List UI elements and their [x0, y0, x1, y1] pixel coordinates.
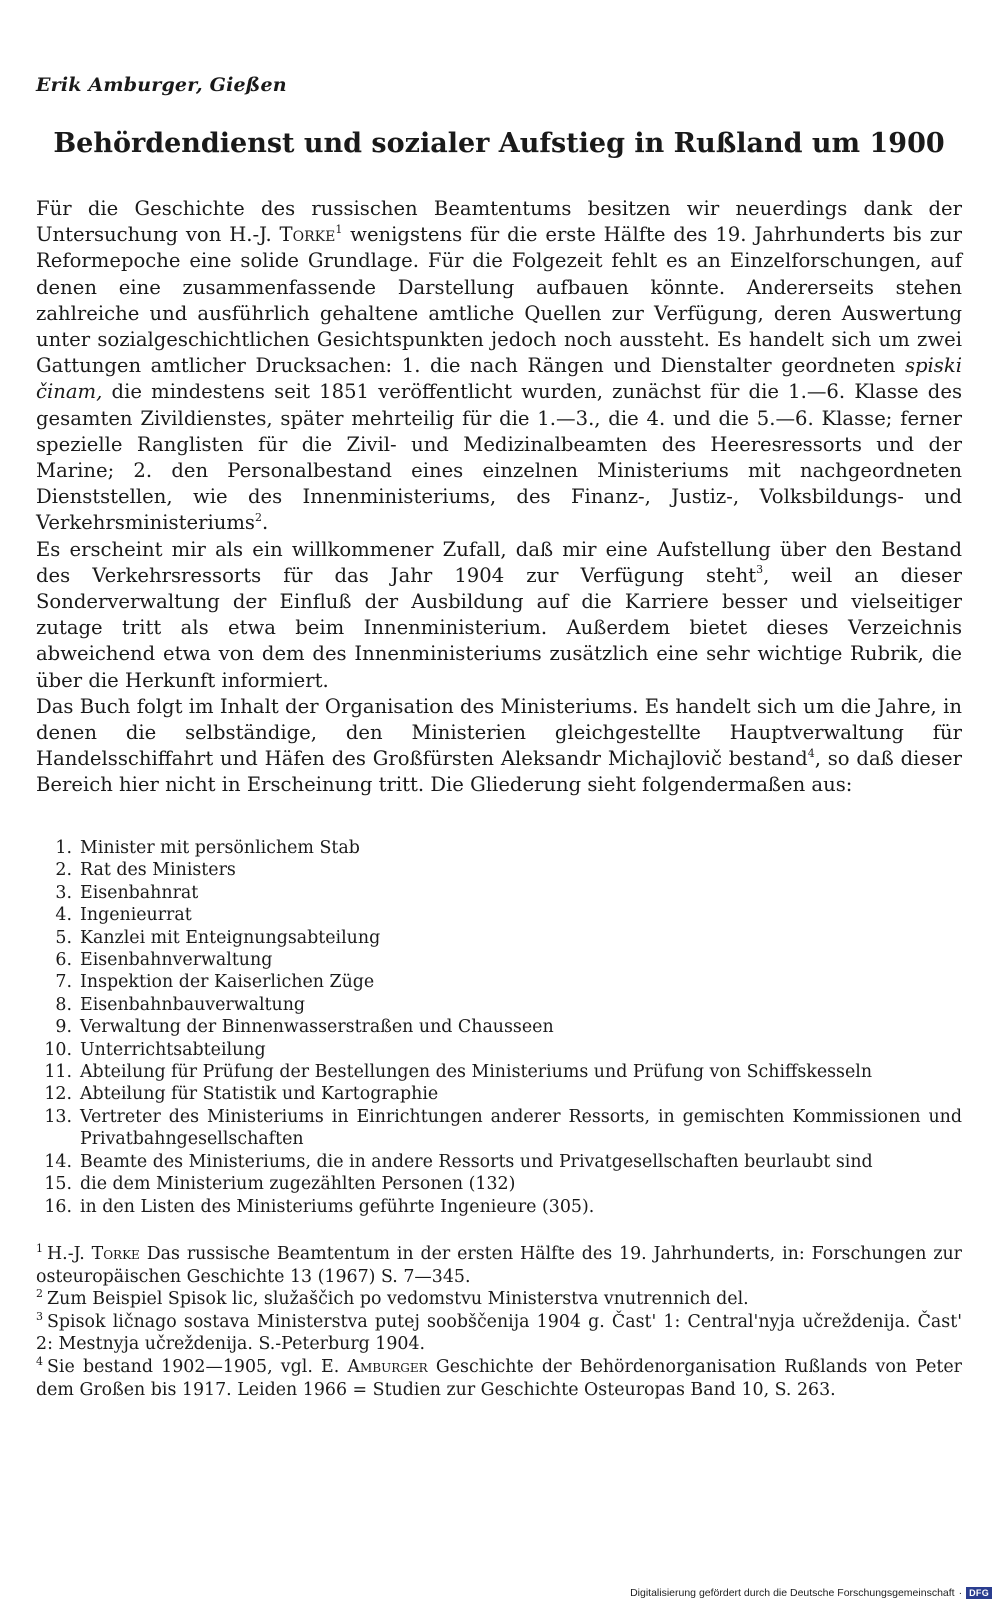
list-item: 10. Unterrichtsabteilung: [44, 1039, 266, 1060]
footnotes: [36, 1243, 962, 1401]
list-item: 12. Abteilung für Statistik und Kartographie: [44, 1084, 439, 1105]
list-item: 1. Minister mit persönlichem Stab: [55, 838, 360, 858]
footer-text: Digitalisierung gefördert durch die Deutsche Forschungsgemeinschaft: [630, 1587, 955, 1599]
article-title: Behördendienst und sozialer Aufstieg in Rußland um 1900: [53, 128, 945, 159]
list-item: 2. Rat des Ministers: [55, 860, 236, 881]
article-body: [36, 196, 962, 799]
paragraph-1: Für die Geschichte des russischen Beamtentums besitzen wir neuerdings dank der Untersuchung von H.-J. Torke$^1$ wenigstens für die erste Hälfte des 19. Jahrhunderts bis zur Reformepoche eine solide Grundlage. Für die Folgezeit fehlt es an Einzelforschungen, auf denen eine zusammenfassende Darstellung aufbauen könnte. Andererseits stehen zahlreiche und ausführlich gehaltene amtliche Quellen zur Verfügung, deren Auswertung unter sozialgeschichtlichen Gesichtspunkten jedoch noch aussteht. Es handelt sich um zwei Gattungen amtlicher Drucksachen: 1. die nach Rängen und Dienstalter geordneten spiski činam, die mindestens seit 1851 veröffentlicht wurden, zunächst für die 1.—6. Klasse des gesamten Zivildienstes, später mehrteilig für die 1.—3., die 4. und die 5.—6. Klasse; ferner spezielle Ranglisten für die Zivil- und Medizinalbeamten des Heeresressorts und der Marine; 2. den Personalbestand eines einzelnen Ministeriums mit nachgeordneten Dienststellen, wie des Innenministeriums, des Finanz-, Justiz-, Volksbildungs- und Verkehrsministeriums$^2$.: [36, 197, 962, 535]
digitization-footer: [606, 1585, 992, 1601]
footnote-ref-1[interactable]: 1: [335, 222, 343, 236]
list-item: 14. Beamte des Ministeriums, die in andere Ressorts und Privatgesellschaften beurlaubt sind: [44, 1151, 873, 1172]
footnote-ref-2[interactable]: 2: [254, 510, 262, 524]
paragraph-2: Es erscheint mir als ein willkommener Zufall, daß mir eine Aufstellung über den Bestand des Verkehrsressorts für das Jahr 1904 zur Verfügung steht$^3$, weil an dieser Sonderverwaltung der Einfluß der Ausbildung auf die Karriere besser und vielseitiger zutage tritt als etwa beim Innenministerium. Außerdem bietet dieses Verzeichnis abweichend etwa von dem des Innenministeriums zusätzlich eine sehr wichtige Rubrik, die über die Herkunft informiert.: [36, 537, 962, 692]
list-item: 9. Verwaltung der Binnenwasserstraßen und Chausseen: [55, 1017, 554, 1038]
list-item: 8. Eisenbahnbauverwaltung: [55, 994, 306, 1015]
footnote-3: $^3$ Spisok ličnago sostava Ministerstva putej soobščenija 1904 g. Čast' 1: Central'nyja učreždenija. Čast' 2: Mestnyja učreždenija. S.-Peterburg 1904.: [36, 1309, 962, 1355]
author-name-torke: Torke: [279, 223, 336, 247]
list-item: 11. Abteilung für Prüfung der Bestellungen des Ministeriums und Prüfung von Schiffskesseln: [44, 1062, 873, 1083]
ministry-structure-list: [36, 837, 962, 1218]
footnote-2: $^2$ Zum Beispiel Spisok lic, služaščich po vedomstvu Ministerstva vnutrennich del.: [36, 1287, 749, 1310]
list-item: 15. die dem Ministerium zugezählten Personen (132): [44, 1174, 516, 1195]
footnote-ref-3[interactable]: 3: [756, 563, 764, 577]
dfg-logo: DFG: [966, 1587, 992, 1599]
list-item: 3. Eisenbahnrat: [55, 882, 199, 903]
list-item: 16. in den Listen des Ministeriums geführte Ingenieure (305).: [44, 1196, 595, 1217]
list-item: 13. Vertreter des Ministeriums in Einrichtungen anderer Ressorts, in gemischten Kommissionen und Privatbahngesellschaften: [44, 1106, 962, 1150]
footnote-1: $^1$ H.-J. Torke Das russische Beamtentum in der ersten Hälfte des 19. Jahrhunderts, in: Forschungen zur osteuropäischen Geschichte 13 (1967) S. 7—345.: [36, 1242, 962, 1287]
italic-term: spiski činam,: [36, 354, 962, 404]
paragraph-3: Das Buch folgt im Inhalt der Organisation des Ministeriums. Es handelt sich um die Jahre, in denen die selbständige, den Ministerien gleichgestellte Hauptverwaltung für Handelsschiffahrt und Häfen des Großfürsten Aleksandr Michajlovič bestand$^4$, so daß dieser Bereich hier nicht in Erscheinung tritt. Die Gliederung sieht folgendermaßen aus:: [36, 694, 963, 797]
footer-separator: ·: [958, 1587, 963, 1599]
list-item: 6. Eisenbahnverwaltung: [55, 950, 273, 971]
footnote-ref-4[interactable]: 4: [807, 746, 815, 760]
footnote-4: $^4$ Sie bestand 1902—1905, vgl. E. Amburger Geschichte der Behördenorganisation Rußlands von Peter dem Großen bis 1917. Leiden 1966 = Studien zur Geschichte Osteuropas Band 10, S. 263.: [36, 1355, 962, 1400]
author-line: Erik Amburger, Gießen: [36, 74, 287, 96]
list-item: 4. Ingenieurrat: [55, 905, 192, 926]
list-item: 5. Kanzlei mit Enteignungsabteilung: [55, 927, 381, 948]
list-item: 7. Inspektion der Kaiserlichen Züge: [55, 972, 375, 993]
